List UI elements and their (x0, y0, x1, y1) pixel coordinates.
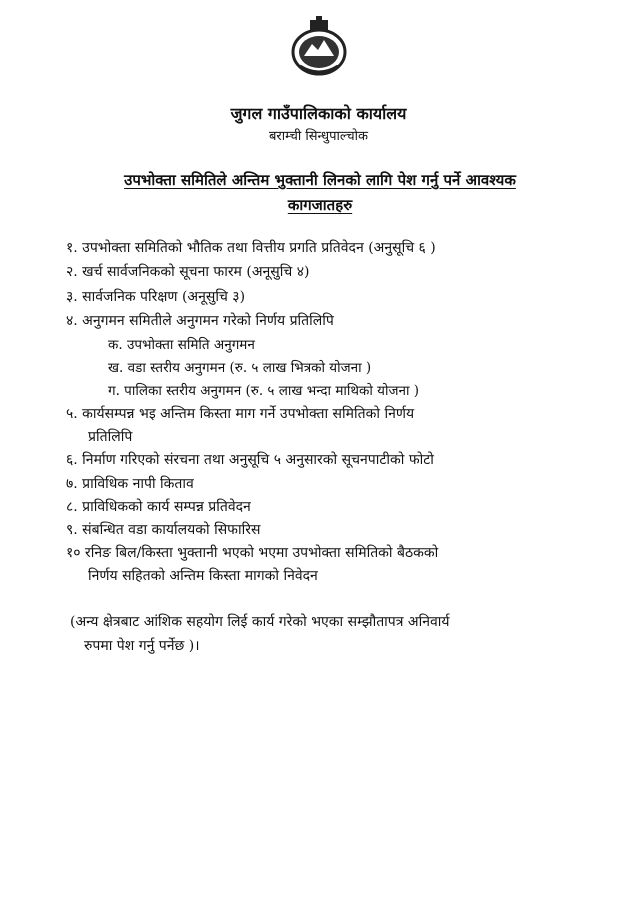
list-item: ६. निर्माण गरिएको संरचना तथा अनुसूचि ५ अनुसारको सूचनपाटीको फोटो (66, 452, 434, 468)
sub-list-item: क. उपभोक्ता समिति अनुगमन (108, 337, 255, 353)
office-address: बराम्ची सिन्धुपाल्चोक (268, 129, 369, 144)
office-name: जुगल गाउँपालिकाको कार्यालय (230, 104, 407, 123)
nepal-government-emblem (286, 16, 352, 82)
list-item-continuation: प्रतिलिपि (88, 429, 133, 445)
sub-list-item: ग. पालिका स्तरीय अनुगमन (रु. ५ लाख भन्दा माथिको योजना ) (108, 383, 420, 399)
document-title-line-1: उपभोक्ता समितिले अन्तिम भुक्तानी लिनको लागि पेश गर्नु पर्ने आवश्यक (124, 171, 516, 189)
list-item: १. उपभोक्ता समितिको भौतिक तथा वित्तीय प्रगति प्रतिवेदन (अनुसूचि ६ ) (66, 240, 436, 256)
sub-list-item: ख. वडा स्तरीय अनुगमन (रु. ५ लाख भित्रको योजना ) (108, 360, 372, 376)
list-item: १० रनिङ बिल/किस्ता भुक्तानी भएको भएमा उपभोक्ता समितिको बैठकको (66, 545, 439, 561)
list-item: ९. संबन्धित वडा कार्यालयको सिफारिस (66, 522, 261, 538)
note-line-2: रुपमा पेश गर्नु पर्नेछ )। (84, 638, 200, 654)
list-item: ७. प्राविधिक नापी किताव (66, 476, 194, 492)
list-item: ३. सार्वजनिक परिक्षण (अनूसुचि ३) (66, 289, 246, 305)
document-title (60, 168, 580, 218)
list-item: ४. अनुगमन समितीले अनुगमन गरेको निर्णय प्रतिलिपि (66, 313, 334, 329)
document-title-line-2: कागजातहरु (287, 196, 353, 214)
list-item-continuation: निर्णय सहितको अन्तिम किस्ता मागको निवेदन (88, 568, 318, 584)
list-item: २. खर्च सार्वजनिकको सूचना फारम (अनूसुचि ४) (66, 264, 310, 280)
list-item: ५. कार्यसम्पन्न भइ अन्तिम किस्ता माग गर्ने उपभोक्ता समितिको निर्णय (66, 406, 415, 422)
list-item: ८. प्राविधिकको कार्य सम्पन्न प्रतिवेदन (66, 499, 251, 515)
note-line-1: (अन्य क्षेत्रबाट आंशिक सहयोग लिई कार्य गरेको भएका सम्झौतापत्र अनिवार्य (70, 614, 450, 630)
